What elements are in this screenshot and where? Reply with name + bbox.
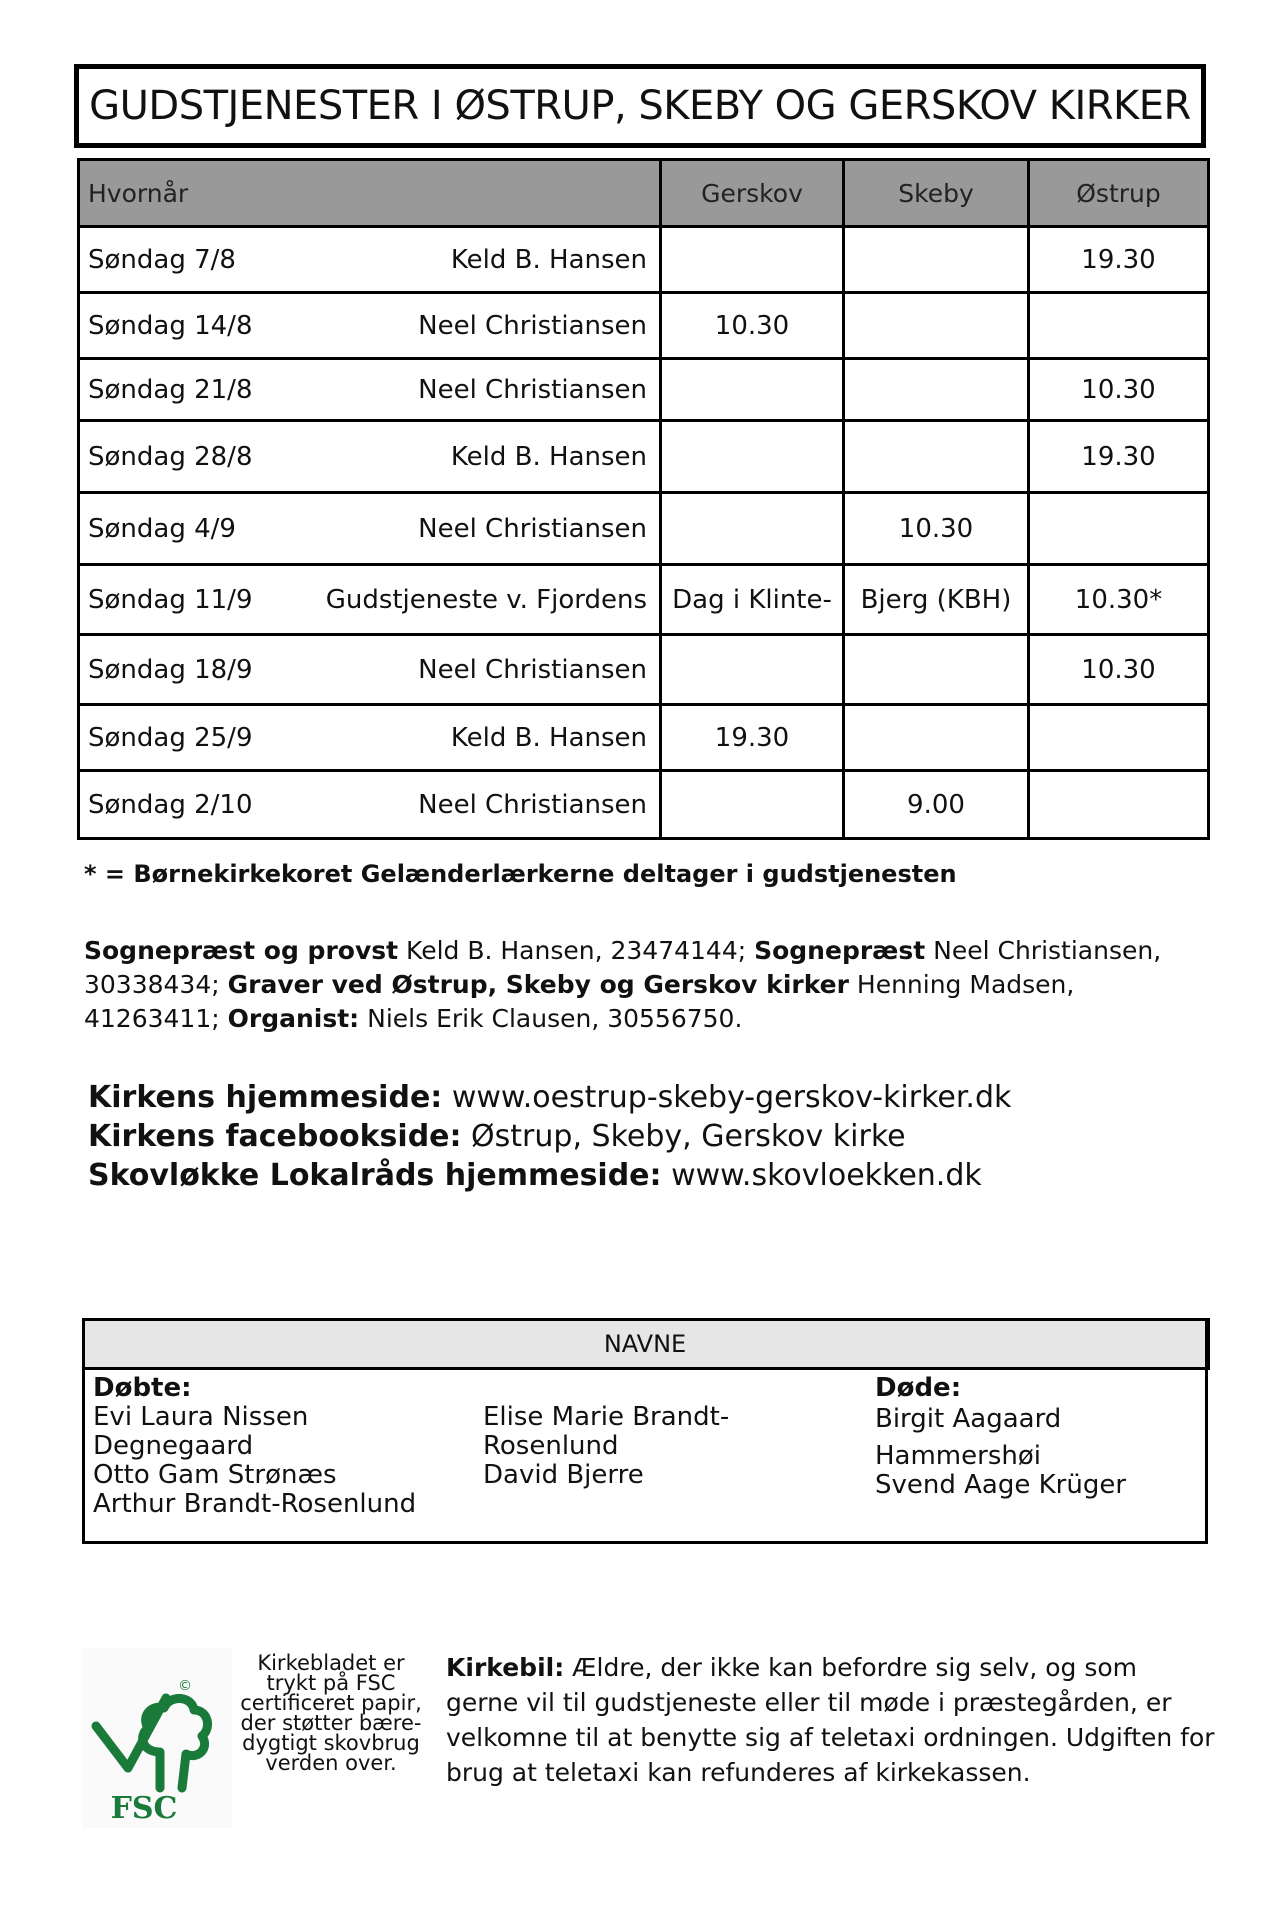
- fsc-tree-checkmark-icon: [82, 1648, 232, 1828]
- cell-gerskov: [661, 421, 844, 493]
- list-item: Rosenlund: [483, 1431, 619, 1461]
- page-title-box: [74, 64, 1206, 148]
- table-header-row: [79, 160, 1209, 227]
- cell-skeby: [844, 293, 1029, 359]
- deceased-heading: Døde:: [875, 1373, 962, 1403]
- list-item: Svend Aage Krüger: [875, 1470, 1127, 1500]
- row-date: Søndag 11/9: [88, 584, 253, 615]
- header-when: Hvornår: [79, 160, 661, 227]
- cell-gerskov: [661, 227, 844, 293]
- table-row: [79, 421, 1209, 493]
- table-row: [79, 635, 1209, 705]
- lokalraad-link[interactable]: www.skovloekken.dk: [661, 1158, 982, 1193]
- cell-skeby: Bjerg (KBH): [844, 565, 1029, 635]
- fsc-logo-text: FSC: [110, 1791, 178, 1826]
- row-date: Søndag 7/8: [88, 244, 236, 275]
- staff-contact: Keld B. Hansen, 23474144;: [398, 936, 755, 965]
- cell-ostrup: 10.30*: [1029, 565, 1209, 635]
- homepage-link[interactable]: www.oestrup-skeby-gerskov-kirker.dk: [442, 1080, 1012, 1115]
- row-date: Søndag 2/10: [88, 789, 253, 820]
- kirkebil-label: Kirkebil:: [446, 1653, 565, 1682]
- facebook-link[interactable]: Østrup, Skeby, Gerskov kirke: [461, 1119, 906, 1154]
- cell-ostrup: [1029, 771, 1209, 839]
- fsc-notice-line: dygtigt skovbrug: [242, 1731, 420, 1755]
- staff-contacts: [84, 934, 1194, 1036]
- names-heading: NAVNE: [82, 1318, 1210, 1370]
- row-date: Søndag 18/9: [88, 654, 253, 685]
- table-row: [79, 359, 1209, 421]
- fsc-notice-line: Kirkebladet er: [257, 1651, 405, 1675]
- row-officiant: Gudstjeneste v. Fjordens: [325, 584, 647, 615]
- list-item: Birgit Aagaard: [875, 1404, 1062, 1434]
- table-row: [79, 227, 1209, 293]
- kirkebil-text: Ældre, der ikke kan befordre sig selv, og som gerne vil til gudstjeneste eller til møde i præstegården, er velkomne til at benytte sig af teletaxi ordningen. Udgiften for brug at teletaxi kan refunderes af kirkekassen.: [446, 1653, 1215, 1787]
- header-gerskov: Gerskov: [661, 160, 844, 227]
- header-skeby: Skeby: [844, 160, 1029, 227]
- fsc-notice: [236, 1653, 426, 1773]
- registered-mark: ©: [178, 1678, 192, 1694]
- cell-ostrup: [1029, 293, 1209, 359]
- website-links: [88, 1078, 1011, 1195]
- cell-skeby: [844, 359, 1029, 421]
- cell-gerskov: [661, 635, 844, 705]
- staff-role-label: Sognepræst og provst: [84, 936, 399, 965]
- staff-role-label: Organist:: [227, 1004, 360, 1033]
- fsc-notice-line: trykt på FSC: [266, 1671, 396, 1695]
- row-date: Søndag 14/8: [88, 310, 253, 341]
- cell-gerskov: [661, 771, 844, 839]
- cell-skeby: 9.00: [844, 771, 1029, 839]
- fsc-logo: [82, 1648, 232, 1828]
- cell-gerskov: Dag i Klinte-: [661, 565, 844, 635]
- cell-ostrup: 10.30: [1029, 359, 1209, 421]
- row-officiant: Neel Christiansen: [418, 789, 647, 820]
- table-row: [79, 771, 1209, 839]
- link-label: Kirkens hjemmeside:: [88, 1080, 443, 1115]
- link-label: Skovløkke Lokalråds hjemmeside:: [88, 1158, 662, 1193]
- row-date: Søndag 4/9: [88, 513, 236, 544]
- cell-skeby: 10.30: [844, 493, 1029, 565]
- cell-skeby: [844, 635, 1029, 705]
- staff-role-label: Graver ved Østrup, Skeby og Gerskov kirker: [227, 970, 849, 999]
- baptized-column-1: [93, 1374, 416, 1519]
- baptized-column-2: [483, 1403, 729, 1490]
- fsc-notice-line: verden over.: [265, 1751, 397, 1775]
- cell-ostrup: 19.30: [1029, 227, 1209, 293]
- row-date: Søndag 25/9: [88, 722, 253, 753]
- row-officiant: Keld B. Hansen: [450, 441, 647, 472]
- list-item: Otto Gam Strønæs: [93, 1460, 337, 1490]
- link-row-homepage: [88, 1078, 1011, 1117]
- fsc-notice-line: der støtter bære-: [240, 1711, 422, 1735]
- table-row: [79, 493, 1209, 565]
- list-item: Elise Marie Brandt-: [483, 1402, 730, 1432]
- cell-skeby: [844, 705, 1029, 771]
- row-officiant: Neel Christiansen: [418, 513, 647, 544]
- cell-gerskov: 19.30: [661, 705, 844, 771]
- row-officiant: Neel Christiansen: [418, 654, 647, 685]
- cell-skeby: [844, 421, 1029, 493]
- list-item: Hammershøi: [875, 1441, 1041, 1471]
- row-date: Søndag 28/8: [88, 441, 253, 472]
- table-row: [79, 705, 1209, 771]
- link-row-lokalraad: [88, 1156, 1011, 1195]
- table-row: [79, 565, 1209, 635]
- table-row: [79, 293, 1209, 359]
- baptized-heading: Døbte:: [93, 1373, 192, 1403]
- deceased-column: [875, 1374, 1126, 1499]
- cell-gerskov: [661, 359, 844, 421]
- cell-ostrup: 10.30: [1029, 635, 1209, 705]
- cell-ostrup: [1029, 493, 1209, 565]
- service-schedule-table: [77, 158, 1210, 840]
- names-box: [82, 1370, 1208, 1544]
- page-title: GUDSTJENESTER I ØSTRUP, SKEBY OG GERSKOV KIRKER: [89, 83, 1191, 129]
- row-date: Søndag 21/8: [88, 374, 253, 405]
- cell-ostrup: 19.30: [1029, 421, 1209, 493]
- list-item: Degnegaard: [93, 1431, 254, 1461]
- header-ostrup: Østrup: [1029, 160, 1209, 227]
- schedule-footnote: * = Børnekirkekoret Gelænderlærkerne deltager i gudstjenesten: [84, 860, 957, 888]
- staff-contact: Henning Madsen, 41263411;: [84, 970, 1075, 1033]
- staff-contact: Neel Christiansen, 30338434;: [84, 936, 1162, 999]
- staff-role-label: Sognepræst: [754, 936, 926, 965]
- cell-skeby: [844, 227, 1029, 293]
- cell-gerskov: [661, 493, 844, 565]
- kirkebil-notice: [446, 1650, 1216, 1790]
- list-item: Arthur Brandt-Rosenlund: [93, 1489, 417, 1519]
- cell-ostrup: [1029, 705, 1209, 771]
- row-officiant: Neel Christiansen: [418, 310, 647, 341]
- fsc-notice-line: certificeret papir,: [240, 1691, 422, 1715]
- row-officiant: Neel Christiansen: [418, 374, 647, 405]
- row-officiant: Keld B. Hansen: [450, 722, 647, 753]
- link-label: Kirkens facebookside:: [88, 1119, 462, 1154]
- staff-contact: Niels Erik Clausen, 30556750.: [359, 1004, 743, 1033]
- link-row-facebook: [88, 1117, 1011, 1156]
- cell-gerskov: 10.30: [661, 293, 844, 359]
- row-officiant: Keld B. Hansen: [450, 244, 647, 275]
- list-item: Evi Laura Nissen: [93, 1402, 309, 1432]
- list-item: David Bjerre: [483, 1460, 644, 1490]
